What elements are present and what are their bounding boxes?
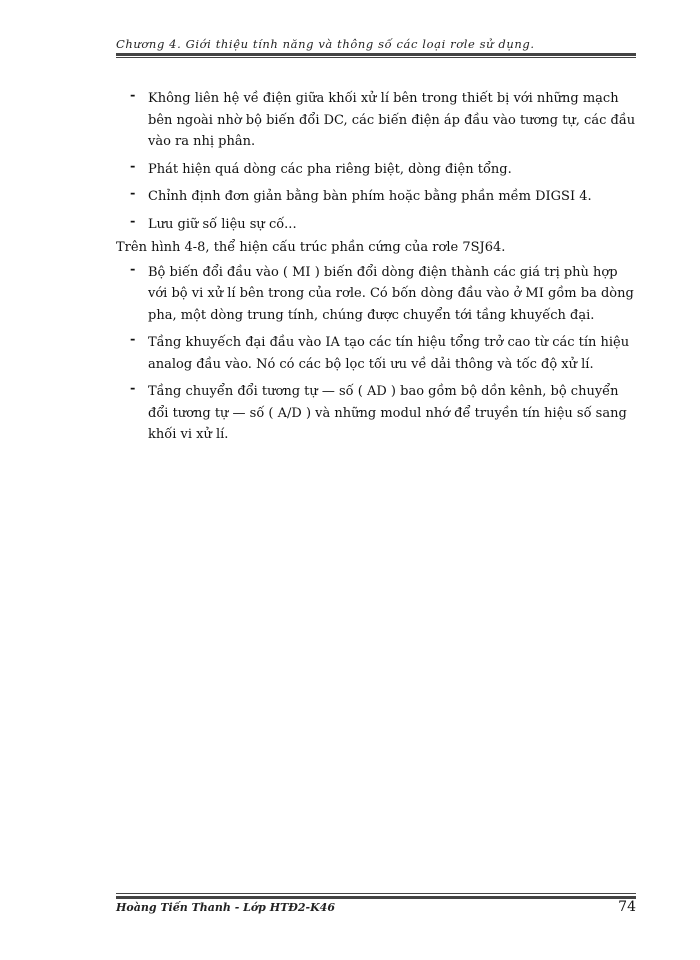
- bullet-marker: -: [130, 381, 136, 396]
- list-item-text: Không liên hệ về điện giữa khối xử lí bên trong thiết bị với những mạch bên ngoài nhờ bộ biến đổi DC, các biến điện áp đầu vào tương tự, các đầu vào ra nhị phân.: [148, 91, 636, 149]
- list-item: [116, 214, 638, 236]
- list-item: [116, 186, 638, 208]
- list-item-text: Phát hiện quá dòng các pha riêng biệt, dòng điện tổng.: [148, 161, 512, 177]
- footer-author: Hoàng Tiến Thanh - Lớp HTĐ2-K46: [116, 901, 335, 914]
- list-item-text: Chỉnh định đơn giản bằng bàn phím hoặc bằng phần mềm DIGSI 4.: [148, 189, 592, 204]
- list-item-text: Lưu giữ số liệu sự cố...: [148, 216, 297, 232]
- body-paragraph: Trên hình 4-8, thể hiện cấu trúc phần cứng của rơle 7SJ64.: [116, 240, 506, 255]
- list-item-text: Tầng chuyển đổi tương tự — số ( AD ) bao gồm bộ dồn kênh, bộ chuyển đổi tương tự — số ( A/D ) và những modul nhớ để truyền tín hiệu số sang khối vi xử lí.: [148, 384, 627, 442]
- body-content: [116, 88, 638, 452]
- header-rule: [116, 53, 636, 56]
- list-item: [116, 381, 638, 446]
- feature-list: [116, 88, 638, 235]
- bullet-marker: -: [130, 213, 136, 229]
- list-item: [116, 159, 638, 181]
- hardware-list: [116, 262, 638, 446]
- bullet-marker: -: [130, 158, 136, 174]
- running-header: Chương 4. Giới thiệu tính năng và thông số các loại rơle sử dụng.: [116, 37, 535, 51]
- footer-rule: [116, 896, 636, 899]
- page-number: 74: [618, 899, 636, 915]
- bullet-marker: -: [130, 332, 136, 347]
- header-rule-thin: [116, 57, 636, 58]
- bullet-marker: -: [130, 261, 136, 277]
- list-item: [116, 88, 638, 153]
- bullet-marker: -: [130, 186, 136, 201]
- list-item: [116, 262, 638, 327]
- footer-rule-thin: [116, 893, 636, 894]
- list-item-text: Tầng khuyếch đại đầu vào IA tạo các tín hiệu tổng trở cao từ các tín hiệu analog đầu vào. Nó có các bộ lọc tối ưu về dải thông và tốc độ xử lí.: [148, 335, 630, 372]
- bullet-marker: -: [130, 88, 136, 103]
- list-item: [116, 332, 638, 375]
- list-item-text: Bộ biến đổi đầu vào ( MI ) biến đổi dòng điện thành các giá trị phù hợp với bộ vi xử lí bên trong của rơle. Có bốn dòng đầu vào ở MI gồm ba dòng pha, một dòng trung tính, chúng được chuyển tới tầng khuyếch đại.: [148, 264, 634, 323]
